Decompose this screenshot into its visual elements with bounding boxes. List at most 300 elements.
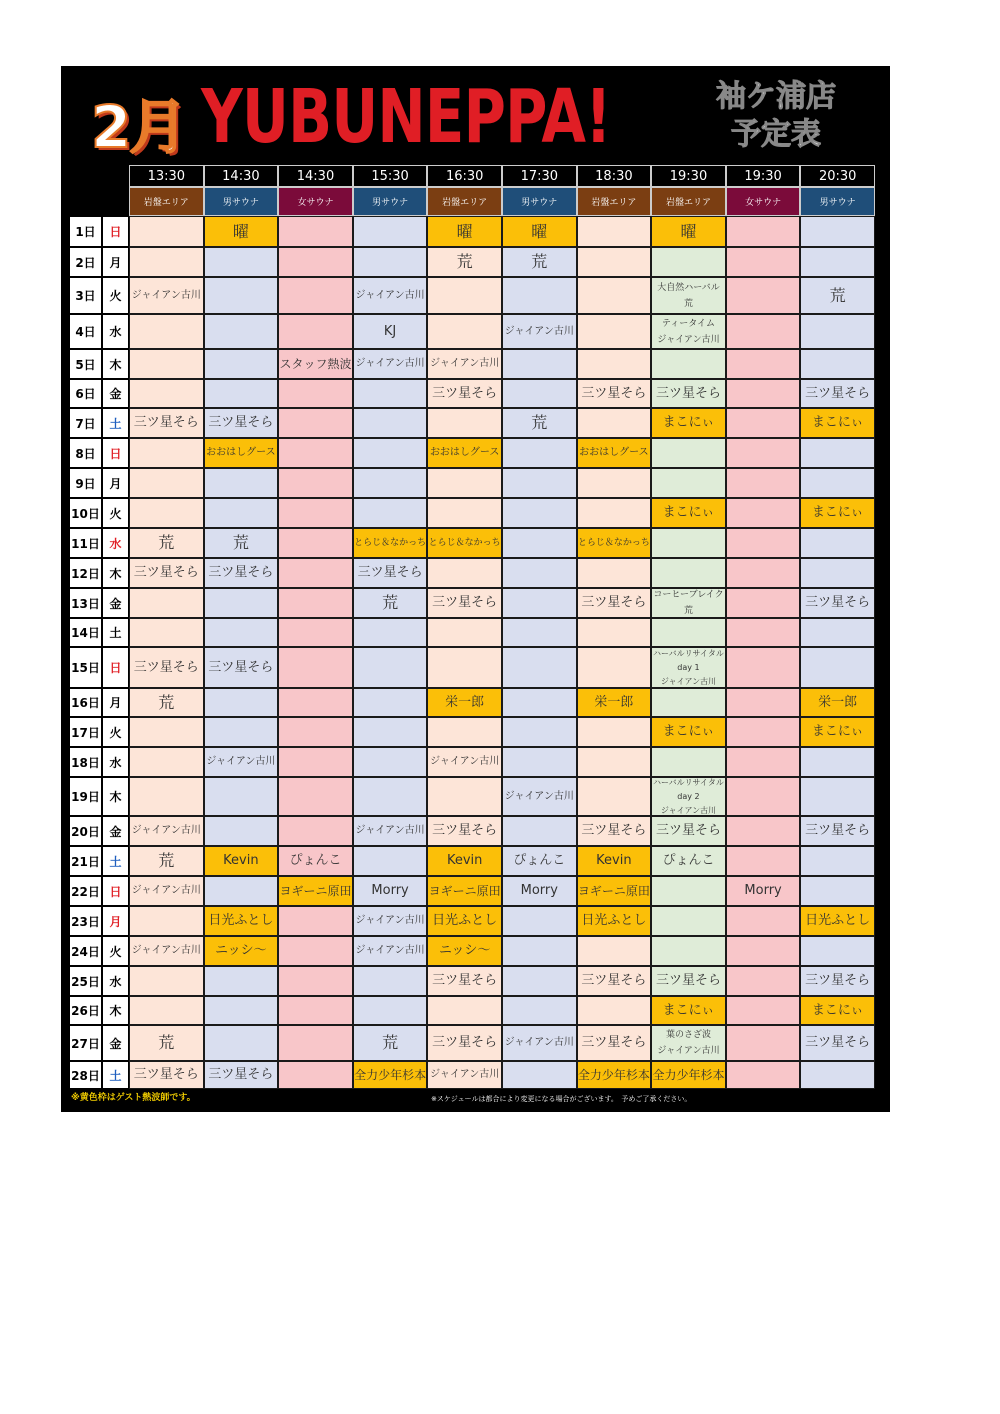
day-number: 10日 [69, 498, 102, 528]
empty-slot [502, 1061, 577, 1089]
empty-slot [800, 438, 875, 468]
day-number: 15日 [69, 647, 102, 688]
empty-slot [204, 876, 279, 906]
day-number: 5日 [69, 349, 102, 379]
empty-slot [800, 314, 875, 349]
empty-slot [651, 468, 726, 498]
empty-slot [353, 777, 428, 816]
empty-slot [129, 747, 204, 777]
day-number: 14日 [69, 618, 102, 647]
empty-slot [726, 247, 801, 277]
day-number: 20日 [69, 816, 102, 846]
empty-slot [726, 846, 801, 876]
empty-slot [502, 966, 577, 996]
schedule-slot: ジャイアン古川 [427, 1061, 502, 1089]
schedule-slot: 三ツ星そら [800, 1025, 875, 1061]
empty-slot [353, 216, 428, 247]
day-number: 24日 [69, 936, 102, 966]
time-header: 16:30 [427, 165, 502, 187]
empty-slot [129, 438, 204, 468]
empty-slot [726, 1061, 801, 1089]
empty-slot [204, 314, 279, 349]
empty-slot [278, 906, 353, 936]
empty-slot [800, 747, 875, 777]
schedule-slot: 荒 [129, 1025, 204, 1061]
schedule-slot: ジャイアン古川 [353, 277, 428, 314]
schedule-slot: 三ツ星そら [651, 816, 726, 846]
empty-slot [577, 996, 652, 1025]
schedule-slot: 荒 [204, 528, 279, 558]
empty-slot [427, 647, 502, 688]
day-number: 7日 [69, 408, 102, 438]
empty-slot [353, 498, 428, 528]
schedule-slot: 三ツ星そら [651, 966, 726, 996]
empty-slot [502, 528, 577, 558]
schedule-slot: ぴょんこ [651, 846, 726, 876]
empty-slot [204, 1025, 279, 1061]
day-number: 2日 [69, 247, 102, 277]
guest-slot: Kevin [577, 846, 652, 876]
empty-slot [129, 314, 204, 349]
empty-slot [726, 314, 801, 349]
weekday: 水 [102, 966, 129, 996]
slot-line: ジャイアン古川 [657, 334, 720, 345]
empty-slot [353, 996, 428, 1025]
schedule-slot: ぴょんこ [502, 846, 577, 876]
guest-slot: まこにぃ [651, 498, 726, 528]
empty-slot [726, 1025, 801, 1061]
empty-slot [129, 717, 204, 747]
guest-slot: 全力少年杉本 [577, 1061, 652, 1089]
slot-line: ハーバルリサイタル [653, 648, 724, 658]
empty-slot [577, 558, 652, 588]
guest-slot: 曜 [204, 216, 279, 247]
weekday: 木 [102, 777, 129, 816]
empty-slot [204, 349, 279, 379]
weekday: 日 [102, 647, 129, 688]
guest-slot: とらじ＆なかっち [353, 528, 428, 558]
schedule-slot: 三ツ星そら [800, 816, 875, 846]
empty-slot [129, 349, 204, 379]
empty-slot [800, 216, 875, 247]
schedule-slot: 荒 [129, 528, 204, 558]
empty-slot [726, 498, 801, 528]
empty-slot [129, 379, 204, 408]
schedule-label: 予定表 [731, 117, 821, 152]
guest-slot: ヨギーニ原田 [427, 876, 502, 906]
schedule-slot: Morry [726, 876, 801, 906]
day-number: 22日 [69, 876, 102, 906]
guest-slot: とらじ＆なかっち [577, 528, 652, 558]
empty-slot [502, 747, 577, 777]
empty-slot [726, 618, 801, 647]
guest-slot: まこにぃ [800, 996, 875, 1025]
schedule-slot [651, 647, 726, 688]
schedule-slot: ジャイアン古川 [353, 936, 428, 966]
guest-slot: ニッシ〜 [204, 936, 279, 966]
schedule-slot: ジャイアン古川 [353, 816, 428, 846]
day-number: 25日 [69, 966, 102, 996]
empty-slot [577, 717, 652, 747]
schedule-slot: 三ツ星そら [577, 816, 652, 846]
schedule-slot: 三ツ星そら [204, 1061, 279, 1089]
area-header: 男サウナ [800, 187, 875, 216]
slot-line: ジャイアン古川 [660, 676, 717, 686]
empty-slot [651, 438, 726, 468]
empty-slot [577, 349, 652, 379]
schedule-slot: ジャイアン古川 [502, 314, 577, 349]
empty-slot [427, 498, 502, 528]
empty-slot [129, 996, 204, 1025]
guest-slot: 日光ふとし [204, 906, 279, 936]
empty-slot [577, 468, 652, 498]
empty-slot [278, 379, 353, 408]
schedule-slot: Morry [353, 876, 428, 906]
empty-slot [502, 379, 577, 408]
guest-slot: ヨギーニ原田 [278, 876, 353, 906]
empty-slot [204, 717, 279, 747]
weekday: 日 [102, 438, 129, 468]
empty-slot [577, 408, 652, 438]
empty-slot [577, 747, 652, 777]
schedule-slot: ジャイアン古川 [353, 906, 428, 936]
schedule-slot: ジャイアン古川 [204, 747, 279, 777]
weekday: 月 [102, 906, 129, 936]
schedule-note: ※スケジュールは都合により変更になる場合がございます。 予めご了承ください。 [431, 1095, 692, 1103]
empty-slot [726, 647, 801, 688]
weekday: 水 [102, 528, 129, 558]
schedule-slot: 三ツ星そら [204, 647, 279, 688]
area-header: 男サウナ [502, 187, 577, 216]
empty-slot [502, 468, 577, 498]
guest-slot: 全力少年杉本 [353, 1061, 428, 1089]
empty-slot [204, 996, 279, 1025]
empty-slot [204, 277, 279, 314]
weekday: 火 [102, 498, 129, 528]
slot-line: day 1 [677, 662, 700, 672]
empty-slot [353, 688, 428, 717]
empty-slot [204, 618, 279, 647]
empty-slot [353, 618, 428, 647]
empty-slot [726, 966, 801, 996]
empty-slot [278, 816, 353, 846]
area-header: 女サウナ [726, 187, 801, 216]
empty-slot [726, 777, 801, 816]
weekday: 火 [102, 717, 129, 747]
weekday: 日 [102, 216, 129, 247]
empty-slot [577, 647, 652, 688]
empty-slot [278, 747, 353, 777]
empty-slot [278, 216, 353, 247]
guest-slot: 栄一郎 [800, 688, 875, 717]
empty-slot [577, 216, 652, 247]
schedule-slot: 荒 [129, 688, 204, 717]
empty-slot [800, 936, 875, 966]
empty-slot [651, 349, 726, 379]
empty-slot [726, 558, 801, 588]
empty-slot [726, 906, 801, 936]
empty-slot [651, 528, 726, 558]
weekday: 日 [102, 876, 129, 906]
schedule-slot: 三ツ星そら [204, 558, 279, 588]
empty-slot [502, 498, 577, 528]
weekday: 水 [102, 314, 129, 349]
guest-slot: 曜 [651, 216, 726, 247]
empty-slot [502, 277, 577, 314]
day-number: 17日 [69, 717, 102, 747]
slot-line: 荒 [683, 298, 693, 309]
weekday: 金 [102, 588, 129, 618]
empty-slot [726, 936, 801, 966]
schedule-slot: ジャイアン古川 [427, 349, 502, 379]
empty-slot [129, 216, 204, 247]
empty-slot [353, 379, 428, 408]
empty-slot [129, 588, 204, 618]
guest-slot: ニッシ〜 [427, 936, 502, 966]
empty-slot [651, 618, 726, 647]
weekday: 木 [102, 558, 129, 588]
day-number: 21日 [69, 846, 102, 876]
slot-line: 大自然ハーバル [657, 282, 720, 293]
empty-slot [427, 468, 502, 498]
brand-logo: YUBUNEPPA! [201, 74, 611, 160]
guest-slot: 日光ふとし [577, 906, 652, 936]
empty-slot [204, 379, 279, 408]
schedule-slot [651, 588, 726, 618]
guest-slot: 曜 [502, 216, 577, 247]
day-number: 19日 [69, 777, 102, 816]
empty-slot [726, 408, 801, 438]
day-number: 6日 [69, 379, 102, 408]
day-number: 1日 [69, 216, 102, 247]
guest-slot: ヨギーニ原田 [577, 876, 652, 906]
empty-slot [726, 468, 801, 498]
weekday: 火 [102, 277, 129, 314]
time-header: 19:30 [651, 165, 726, 187]
empty-slot [353, 647, 428, 688]
day-number: 23日 [69, 906, 102, 936]
time-header: 17:30 [502, 165, 577, 187]
empty-slot [800, 468, 875, 498]
empty-slot [577, 498, 652, 528]
schedule-slot: ジャイアン古川 [353, 349, 428, 379]
schedule-slot: ジャイアン古川 [129, 277, 204, 314]
empty-slot [800, 647, 875, 688]
empty-slot [427, 408, 502, 438]
empty-slot [278, 498, 353, 528]
empty-slot [353, 247, 428, 277]
schedule-slot: 荒 [800, 277, 875, 314]
schedule-slot: 三ツ星そら [577, 1025, 652, 1061]
empty-slot [577, 777, 652, 816]
day-number: 27日 [69, 1025, 102, 1061]
schedule-slot [651, 314, 726, 349]
guest-note: ※黄色枠はゲスト熱波師です。 [71, 1093, 196, 1103]
schedule-slot: ジャイアン古川 [129, 816, 204, 846]
weekday: 木 [102, 349, 129, 379]
empty-slot [502, 996, 577, 1025]
empty-slot [726, 747, 801, 777]
store-name: 袖ケ浦店 [716, 79, 836, 114]
empty-slot [800, 777, 875, 816]
weekday: 土 [102, 846, 129, 876]
day-number: 16日 [69, 688, 102, 717]
empty-slot [726, 688, 801, 717]
schedule-slot: 三ツ星そら [427, 588, 502, 618]
time-header: 20:30 [800, 165, 875, 187]
schedule-sheet [61, 66, 890, 1112]
guest-slot: まこにぃ [800, 717, 875, 747]
guest-slot: 日光ふとし [800, 906, 875, 936]
schedule-slot: 三ツ星そら [129, 558, 204, 588]
empty-slot [726, 277, 801, 314]
empty-slot [502, 647, 577, 688]
empty-slot [502, 588, 577, 618]
empty-slot [800, 876, 875, 906]
empty-slot [353, 966, 428, 996]
empty-slot [651, 936, 726, 966]
empty-slot [726, 996, 801, 1025]
guest-slot: 曜 [427, 216, 502, 247]
area-header: 岩盤エリア [577, 187, 652, 216]
empty-slot [129, 966, 204, 996]
guest-slot: 日光ふとし [427, 906, 502, 936]
schedule-slot: 三ツ星そら [577, 588, 652, 618]
empty-slot [427, 618, 502, 647]
empty-slot [726, 216, 801, 247]
schedule-slot: 三ツ星そら [129, 1061, 204, 1089]
schedule-slot [651, 777, 726, 816]
empty-slot [278, 936, 353, 966]
guest-slot: 全力少年杉本 [651, 1061, 726, 1089]
guest-slot: まこにぃ [651, 996, 726, 1025]
schedule-slot: ジャイアン古川 [129, 876, 204, 906]
schedule-slot: 三ツ星そら [800, 379, 875, 408]
empty-slot [204, 816, 279, 846]
area-header: 岩盤エリア [427, 187, 502, 216]
slot-line: 荒 [683, 606, 693, 616]
empty-slot [278, 438, 353, 468]
area-header: 岩盤エリア [651, 187, 726, 216]
slot-line: day 2 [677, 791, 700, 801]
guest-slot: とらじ＆なかっち [427, 528, 502, 558]
weekday: 金 [102, 379, 129, 408]
weekday: 月 [102, 688, 129, 717]
day-number: 4日 [69, 314, 102, 349]
empty-slot [800, 1061, 875, 1089]
schedule-slot: 三ツ星そら [427, 966, 502, 996]
schedule-slot: 三ツ星そら [427, 816, 502, 846]
schedule-slot: 三ツ星そら [129, 647, 204, 688]
empty-slot [502, 816, 577, 846]
empty-slot [278, 618, 353, 647]
time-header: 15:30 [353, 165, 428, 187]
empty-slot [651, 558, 726, 588]
empty-slot [651, 747, 726, 777]
day-number: 11日 [69, 528, 102, 558]
empty-slot [129, 777, 204, 816]
empty-slot [577, 618, 652, 647]
area-header: 女サウナ [278, 187, 353, 216]
guest-slot: Kevin [204, 846, 279, 876]
schedule-slot: ジャイアン古川 [502, 777, 577, 816]
schedule-slot: スタッフ熱波 [278, 349, 353, 379]
empty-slot [502, 906, 577, 936]
empty-slot [502, 717, 577, 747]
weekday: 木 [102, 996, 129, 1025]
empty-slot [800, 846, 875, 876]
day-number: 18日 [69, 747, 102, 777]
empty-slot [353, 408, 428, 438]
guest-slot: 栄一郎 [577, 688, 652, 717]
month-title: 2月 [91, 93, 186, 161]
empty-slot [204, 688, 279, 717]
empty-slot [129, 906, 204, 936]
schedule-slot [651, 1025, 726, 1061]
schedule-slot: 三ツ星そら [129, 408, 204, 438]
empty-slot [204, 498, 279, 528]
empty-slot [800, 349, 875, 379]
empty-slot [800, 247, 875, 277]
schedule-slot: 荒 [353, 588, 428, 618]
empty-slot [427, 277, 502, 314]
weekday: 土 [102, 1061, 129, 1089]
empty-slot [278, 314, 353, 349]
schedule-slot: ジャイアン古川 [502, 1025, 577, 1061]
schedule-slot: 三ツ星そら [800, 588, 875, 618]
empty-slot [278, 717, 353, 747]
time-header: 14:30 [278, 165, 353, 187]
empty-slot [502, 438, 577, 468]
slot-line: ジャイアン古川 [657, 1046, 720, 1056]
slot-line: ティータイム [661, 318, 716, 329]
empty-slot [278, 558, 353, 588]
weekday: 金 [102, 1025, 129, 1061]
schedule-slot: 荒 [129, 846, 204, 876]
slot-line: コーヒーブレイク [653, 590, 724, 600]
empty-slot [726, 717, 801, 747]
day-number: 26日 [69, 996, 102, 1025]
area-header: 岩盤エリア [129, 187, 204, 216]
empty-slot [204, 966, 279, 996]
empty-slot [502, 688, 577, 717]
schedule-slot: ジャイアン古川 [129, 936, 204, 966]
slot-line: ハーバルリサイタル [653, 777, 724, 787]
schedule-slot: 三ツ星そら [427, 379, 502, 408]
empty-slot [353, 468, 428, 498]
empty-slot [129, 468, 204, 498]
empty-slot [278, 688, 353, 717]
empty-slot [427, 558, 502, 588]
empty-slot [204, 468, 279, 498]
empty-slot [651, 876, 726, 906]
schedule-slot: 三ツ星そら [577, 379, 652, 408]
weekday: 土 [102, 618, 129, 647]
empty-slot [577, 247, 652, 277]
day-number: 28日 [69, 1061, 102, 1089]
empty-slot [502, 558, 577, 588]
day-number: 12日 [69, 558, 102, 588]
empty-slot [577, 277, 652, 314]
empty-slot [651, 688, 726, 717]
guest-slot: おおはしグース [427, 438, 502, 468]
weekday: 金 [102, 816, 129, 846]
empty-slot [726, 588, 801, 618]
schedule-slot [651, 277, 726, 314]
weekday: 月 [102, 468, 129, 498]
time-header: 18:30 [577, 165, 652, 187]
empty-slot [427, 777, 502, 816]
